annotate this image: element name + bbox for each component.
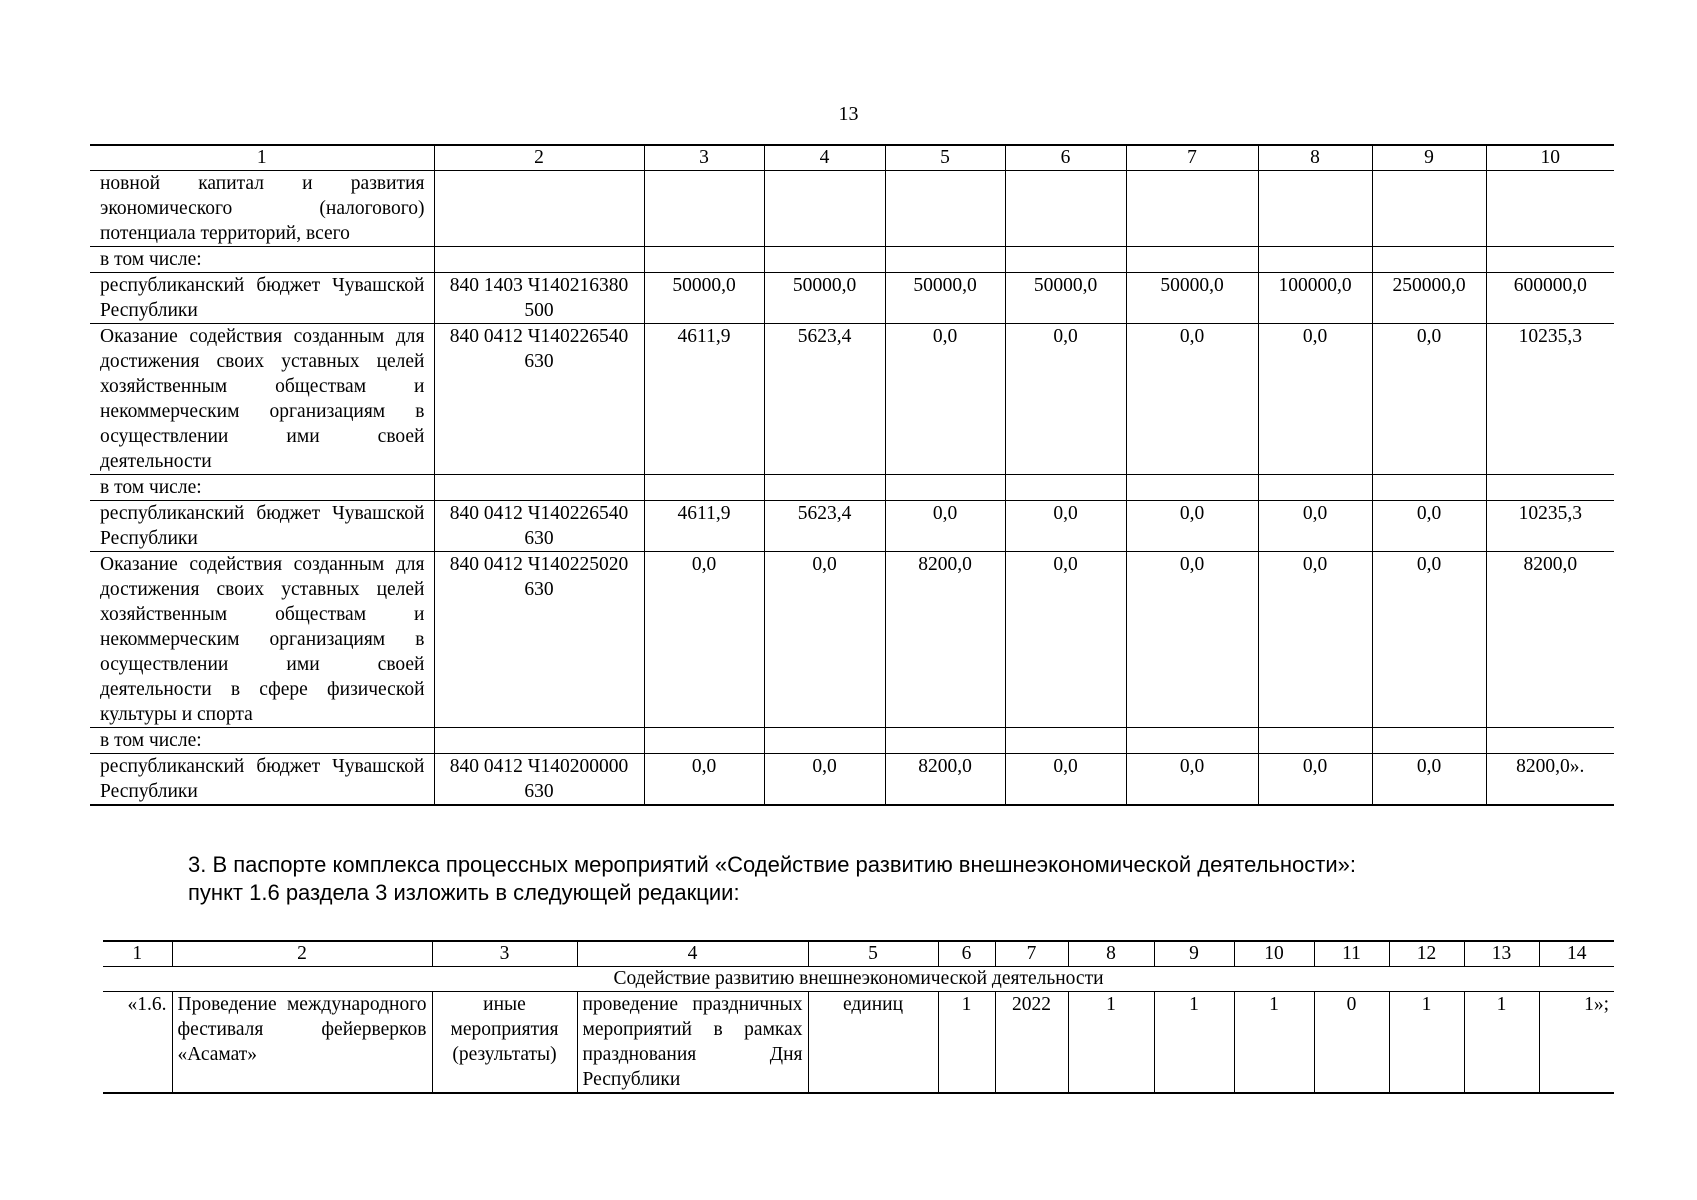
passport-section-title: Содействие развитию внешнеэкономической деятельности — [103, 967, 1614, 992]
finance-row-value — [1005, 728, 1126, 754]
finance-header-cell: 2 — [434, 145, 644, 171]
finance-row-value: 0,0 — [1258, 501, 1372, 552]
passport-header-cell: 8 — [1068, 941, 1154, 967]
passport-row-cell: 1 — [1389, 992, 1464, 1094]
finance-row — [90, 247, 1614, 273]
finance-row-value: 50000,0 — [885, 273, 1005, 324]
finance-row-value — [1005, 171, 1126, 247]
finance-row-value: 0,0 — [1258, 754, 1372, 806]
finance-row-value: 4611,9 — [644, 324, 764, 475]
passport-header-row — [103, 941, 1614, 967]
finance-row-value — [1372, 475, 1486, 501]
finance-row-code: 840 0412 Ч140200000 630 — [434, 754, 644, 806]
finance-row-name: Оказание содействия созданным для достижения своих уставных целей хозяйственным обществам и некоммерческим организациям в осуществлении ими своей деятельности в сфере физической культуры и спорта — [90, 552, 434, 728]
finance-row-value: 10235,3 — [1486, 501, 1614, 552]
finance-row-value: 100000,0 — [1258, 273, 1372, 324]
finance-row-value: 50000,0 — [644, 273, 764, 324]
passport-row-cell: 1 — [1234, 992, 1314, 1094]
finance-row-value: 0,0 — [885, 501, 1005, 552]
passport-row-cell: 1 — [1068, 992, 1154, 1094]
finance-row-value — [1258, 728, 1372, 754]
passport-row-cell: проведение праздничных мероприятий в рамках празднования Дня Республики — [577, 992, 808, 1094]
finance-row-value — [1126, 475, 1258, 501]
finance-row-value: 0,0 — [1005, 552, 1126, 728]
finance-row-name: республиканский бюджет Чувашской Республики — [90, 273, 434, 324]
finance-row-value — [1258, 171, 1372, 247]
paragraph-line-2: пункт 1.6 раздела 3 изложить в следующей редакции: — [188, 880, 740, 905]
finance-row-value — [885, 247, 1005, 273]
finance-table-body — [90, 145, 1614, 805]
finance-row-value: 5623,4 — [764, 324, 885, 475]
finance-row-code: 840 1403 Ч140216380 500 — [434, 273, 644, 324]
finance-row-value — [1258, 475, 1372, 501]
passport-header-cell: 13 — [1464, 941, 1539, 967]
finance-row-value: 0,0 — [1258, 552, 1372, 728]
finance-row-value — [1486, 171, 1614, 247]
finance-row-name: в том числе: — [90, 247, 434, 273]
passport-header-cell: 11 — [1314, 941, 1389, 967]
passport-row-cell: Проведение международного фестиваля фейерверков «Асамат» — [172, 992, 432, 1094]
finance-row-value: 8200,0 — [1486, 552, 1614, 728]
finance-header-cell: 8 — [1258, 145, 1372, 171]
finance-row-value: 0,0 — [764, 552, 885, 728]
passport-header-cell: 3 — [432, 941, 577, 967]
finance-row-code: 840 0412 Ч140226540 630 — [434, 501, 644, 552]
passport-row-cell: единиц — [808, 992, 938, 1094]
finance-row-value — [1486, 475, 1614, 501]
finance-row-value: 0,0 — [1005, 324, 1126, 475]
finance-row-value — [1372, 247, 1486, 273]
passport-row-cell: 1 — [1464, 992, 1539, 1094]
finance-row-value — [1126, 247, 1258, 273]
finance-row-value: 50000,0 — [1126, 273, 1258, 324]
finance-row-value — [885, 475, 1005, 501]
finance-row-name: новной капитал и развития экономического (налогового) потенциала территорий, всего — [90, 171, 434, 247]
passport-header-cell: 5 — [808, 941, 938, 967]
finance-row-value: 8200,0 — [885, 754, 1005, 806]
finance-row-value — [1372, 171, 1486, 247]
finance-row-code: 840 0412 Ч140225020 630 — [434, 552, 644, 728]
finance-row-value — [885, 171, 1005, 247]
passport-row-cell: 1»; — [1539, 992, 1614, 1094]
passport-header-cell: 1 — [103, 941, 172, 967]
passport-header-cell: 14 — [1539, 941, 1614, 967]
finance-row-value: 0,0 — [764, 754, 885, 806]
finance-row-value: 10235,3 — [1486, 324, 1614, 475]
finance-table — [90, 144, 1614, 806]
passport-row-cell: иные мероприятия (результаты) — [432, 992, 577, 1094]
finance-row-value — [1486, 247, 1614, 273]
passport-section-row — [103, 967, 1614, 992]
finance-row-value: 8200,0 — [885, 552, 1005, 728]
finance-row-value — [644, 728, 764, 754]
finance-row-value: 0,0 — [1372, 754, 1486, 806]
finance-row — [90, 171, 1614, 247]
passport-row-cell: «1.6. — [103, 992, 172, 1094]
finance-header-row — [90, 145, 1614, 171]
finance-row-value: 50000,0 — [764, 273, 885, 324]
finance-header-cell: 1 — [90, 145, 434, 171]
finance-row-value — [1126, 171, 1258, 247]
finance-row-name: Оказание содействия созданным для достижения своих уставных целей хозяйственным обществам и некоммерческим организациям в осуществлении ими своей деятельности — [90, 324, 434, 475]
finance-row-value — [764, 475, 885, 501]
finance-row-code — [434, 171, 644, 247]
finance-row-value — [1486, 728, 1614, 754]
finance-row-value: 250000,0 — [1372, 273, 1486, 324]
finance-row-value: 0,0 — [1258, 324, 1372, 475]
passport-data-row — [103, 992, 1614, 1094]
finance-header-cell: 5 — [885, 145, 1005, 171]
finance-row-value: 0,0 — [1126, 754, 1258, 806]
finance-row-value — [644, 171, 764, 247]
passport-header-cell: 2 — [172, 941, 432, 967]
finance-row-code: 840 0412 Ч140226540 630 — [434, 324, 644, 475]
passport-header-cell: 10 — [1234, 941, 1314, 967]
finance-row — [90, 754, 1614, 806]
finance-row-value — [1126, 728, 1258, 754]
finance-row-value — [764, 247, 885, 273]
finance-row-value: 0,0 — [1372, 501, 1486, 552]
passport-header-cell: 6 — [938, 941, 995, 967]
passport-header-cell: 9 — [1154, 941, 1234, 967]
finance-row-value: 0,0 — [644, 754, 764, 806]
finance-row-value: 0,0 — [1372, 324, 1486, 475]
finance-header-cell: 4 — [764, 145, 885, 171]
paragraph-line-1: 3. В паспорте комплекса процессных мероприятий «Содействие развитию внешнеэкономической деятельности»: — [188, 852, 1356, 877]
finance-row-name: республиканский бюджет Чувашской Республики — [90, 754, 434, 806]
finance-row-value: 0,0 — [644, 552, 764, 728]
passport-row-cell: 1 — [1154, 992, 1234, 1094]
finance-row — [90, 501, 1614, 552]
finance-row-value — [1005, 475, 1126, 501]
finance-row-value: 8200,0». — [1486, 754, 1614, 806]
finance-row-value — [764, 171, 885, 247]
finance-row-value: 0,0 — [1005, 754, 1126, 806]
finance-row-value — [1005, 247, 1126, 273]
finance-row-name: в том числе: — [90, 728, 434, 754]
finance-row-value: 0,0 — [1126, 501, 1258, 552]
finance-row-value: 0,0 — [1005, 501, 1126, 552]
passport-row-cell: 2022 — [995, 992, 1068, 1094]
finance-row-value: 0,0 — [1126, 552, 1258, 728]
finance-row-value: 600000,0 — [1486, 273, 1614, 324]
passport-header-cell: 4 — [577, 941, 808, 967]
finance-row-code — [434, 247, 644, 273]
passport-row-cell: 0 — [1314, 992, 1389, 1094]
finance-header-cell: 10 — [1486, 145, 1614, 171]
finance-row-value — [885, 728, 1005, 754]
page-number: 13 — [838, 103, 859, 125]
finance-row-value — [1372, 728, 1486, 754]
finance-header-cell: 3 — [644, 145, 764, 171]
finance-row-value — [1258, 247, 1372, 273]
finance-row-value — [764, 728, 885, 754]
finance-row-value: 50000,0 — [1005, 273, 1126, 324]
passport-header-cell: 7 — [995, 941, 1068, 967]
finance-row-value — [644, 247, 764, 273]
finance-row — [90, 324, 1614, 475]
finance-row-value: 0,0 — [1372, 552, 1486, 728]
finance-row — [90, 273, 1614, 324]
passport-table — [103, 940, 1614, 1094]
finance-row-value: 5623,4 — [764, 501, 885, 552]
passport-row-cell: 1 — [938, 992, 995, 1094]
finance-row — [90, 552, 1614, 728]
finance-row — [90, 475, 1614, 501]
finance-row-code — [434, 728, 644, 754]
finance-row-code — [434, 475, 644, 501]
passport-table-body — [103, 941, 1614, 1093]
finance-header-cell: 9 — [1372, 145, 1486, 171]
finance-row-value: 0,0 — [1126, 324, 1258, 475]
finance-row — [90, 728, 1614, 754]
finance-row-name: в том числе: — [90, 475, 434, 501]
finance-row-value: 0,0 — [885, 324, 1005, 475]
finance-row-value — [644, 475, 764, 501]
finance-row-value: 4611,9 — [644, 501, 764, 552]
finance-header-cell: 7 — [1126, 145, 1258, 171]
finance-row-name: республиканский бюджет Чувашской Республики — [90, 501, 434, 552]
finance-header-cell: 6 — [1005, 145, 1126, 171]
passport-header-cell: 12 — [1389, 941, 1464, 967]
